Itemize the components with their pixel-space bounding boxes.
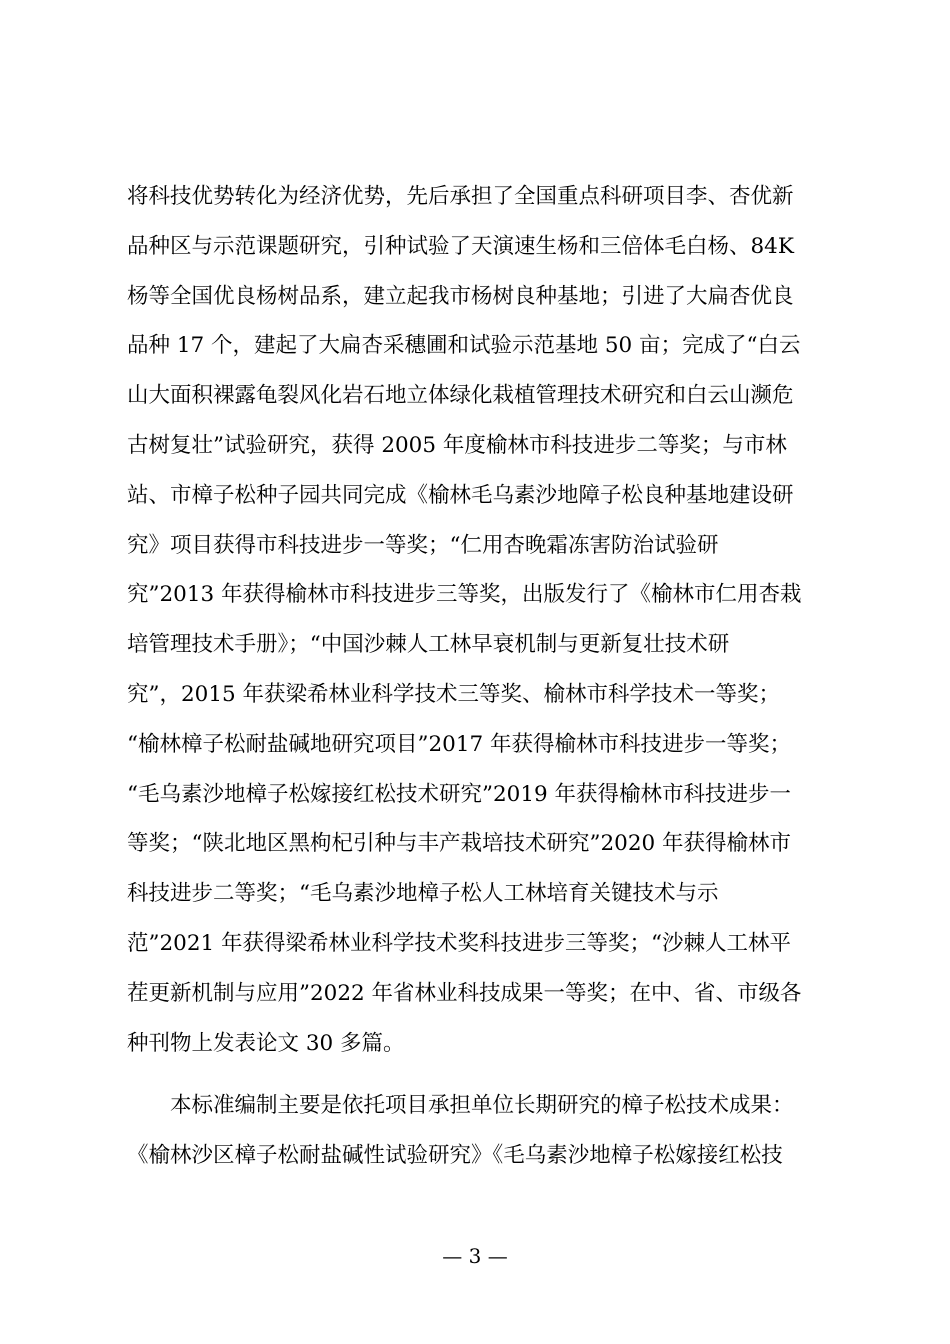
- text-line: 究”，2015 年获梁希林业科学技术三等奖、榆林市科学技术一等奖；: [127, 681, 781, 707]
- text-line: 培管理技术手册》；“中国沙棘人工林早衰机制与更新复壮技术研: [127, 632, 730, 658]
- text-line: 本标准编制主要是依托项目承担单位长期研究的樟子松技术成果：: [170, 1093, 794, 1119]
- body-text: [127, 172, 827, 1181]
- text-line: 站、市樟子松种子园共同完成《榆林毛乌素沙地障子松良种基地建设研: [127, 482, 794, 508]
- text-line: “毛乌素沙地樟子松嫁接红松技术研究”2019 年获得榆林市科技进步一: [127, 781, 792, 807]
- text-line: 杨等全国优良杨树品系，建立起我市杨树良种基地；引进了大扁杏优良: [127, 283, 794, 309]
- page-number: — 3 —: [442, 1244, 508, 1268]
- text-line: 等奖；“陕北地区黑枸杞引种与丰产栽培技术研究”2020 年获得榆林市: [127, 831, 792, 857]
- text-line: 品种区与示范课题研究，引种试验了天演速生杨和三倍体毛白杨、84K: [127, 233, 794, 259]
- text-line: 茬更新机制与应用”2022 年省林业科技成果一等奖；在中、省、市级各: [127, 980, 802, 1006]
- text-line: 科技进步二等奖；“毛乌素沙地樟子松人工林培育关键技术与示: [127, 881, 719, 907]
- text-line: 品种 17 个，建起了大扁杏采穗圃和试验示范基地 50 亩；完成了“白云: [127, 333, 801, 359]
- text-line: “榆林樟子松耐盐碱地研究项目”2017 年获得榆林市科技进步一等奖；: [127, 731, 792, 757]
- text-line: 种刊物上发表论文 30 多篇。: [127, 1030, 405, 1056]
- text-line: 将科技优势转化为经济优势，先后承担了全国重点科研项目李、杏优新: [127, 184, 794, 209]
- text-line: 究》项目获得市科技进步一等奖；“仁用杏晚霜冻害防治试验研: [127, 532, 719, 558]
- text-line: 范”2021 年获得梁希林业科学技术奖科技进步三等奖；“沙棘人工林平: [127, 930, 792, 956]
- text-line: 古树复壮”试验研究，获得 2005 年度榆林市科技进步二等奖；与市林: [127, 432, 787, 458]
- text-line: 《榆林沙区樟子松耐盐碱性试验研究》《毛乌素沙地樟子松嫁接红松技: [127, 1143, 783, 1169]
- text-line: 究”2013 年获得榆林市科技进步三等奖，出版发行了《榆林市仁用杏栽: [127, 582, 802, 608]
- text-line: 山大面积裸露龟裂风化岩石地立体绿化栽植管理技术研究和白云山濒危: [127, 383, 794, 409]
